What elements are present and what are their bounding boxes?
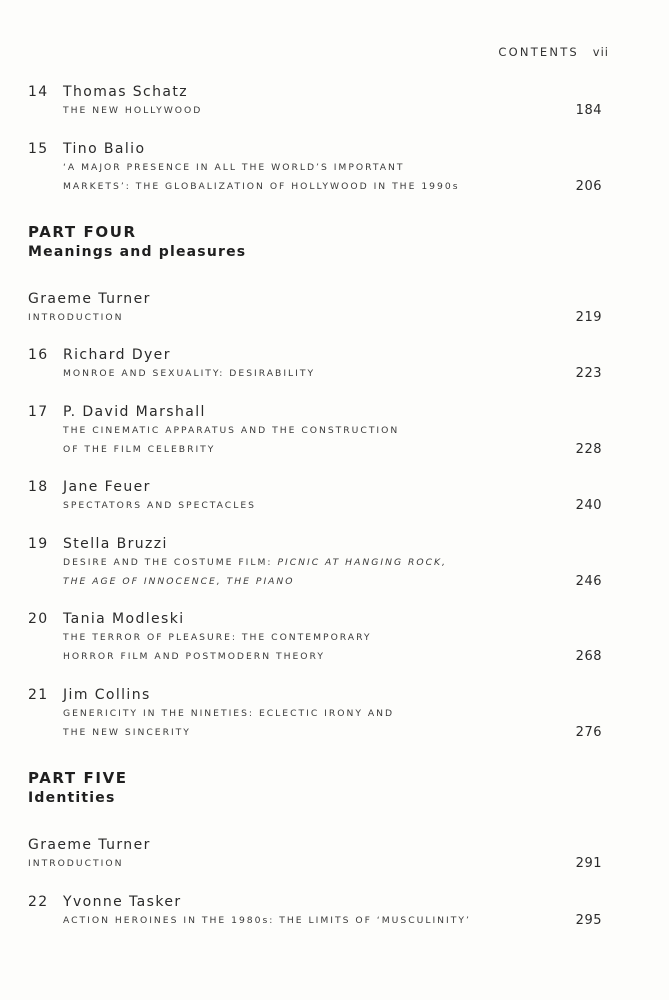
toc-entry[interactable]: [28, 346, 602, 383]
part-title: Meanings and pleasures: [28, 244, 247, 260]
chapter-title-line-2: HORROR FILM AND POSTMODERN THEORY: [63, 651, 325, 662]
chapter-page-number: 276: [575, 725, 602, 740]
chapter-title-line-2: [28, 572, 602, 591]
chapter-author: Richard Dyer: [63, 347, 171, 363]
chapter-page-number: 206: [575, 179, 602, 194]
running-head-page-number: vii: [592, 45, 609, 59]
chapter-author: P. David Marshall: [63, 404, 206, 420]
entry-head: [28, 290, 602, 308]
entry-head: [28, 403, 602, 421]
part-heading: [28, 222, 246, 262]
chapter-author: Graeme Turner: [28, 291, 151, 307]
chapter-title: MONROE AND SEXUALITY: DESIRABILITY: [63, 368, 316, 379]
chapter-author: Jim Collins: [63, 687, 151, 703]
chapter-author: Yvonne Tasker: [63, 894, 182, 910]
chapter-number: 14: [28, 84, 49, 100]
chapter-author: Jane Feuer: [63, 479, 151, 495]
chapter-number: 22: [28, 894, 49, 910]
chapter-title-line-1: ‘A MAJOR PRESENCE IN ALL THE WORLD’S IMPORTANT: [63, 162, 405, 173]
chapter-page-number: 295: [575, 913, 602, 928]
chapter-title-line-1: THE TERROR OF PLEASURE: THE CONTEMPORARY: [63, 632, 372, 643]
chapter-title-line-2: THE NEW SINCERITY: [63, 727, 191, 738]
chapter-page-number: 228: [575, 442, 602, 457]
title-plain-text: DESIRE AND THE COSTUME FILM:: [63, 557, 278, 568]
chapter-title-line-2: OF THE FILM CELEBRITY: [63, 444, 216, 455]
chapter-title-line-1: THE CINEMATIC APPARATUS AND THE CONSTRUCTION: [63, 425, 400, 436]
chapter-page-number: 240: [575, 498, 602, 513]
chapter-number: 19: [28, 536, 49, 552]
chapter-page-number: 291: [575, 856, 602, 871]
chapter-title: INTRODUCTION: [28, 312, 124, 323]
toc-entry[interactable]: [28, 140, 602, 196]
chapter-title-line-1: GENERICITY IN THE NINETIES: ECLECTIC IRONY AND: [63, 708, 395, 719]
chapter-page-number: 246: [575, 574, 602, 589]
entry-head: [28, 893, 602, 911]
chapter-title-line-2: MARKETS’: THE GLOBALIZATION OF HOLLYWOOD IN THE 1990s: [63, 181, 460, 192]
toc-entry[interactable]: [28, 403, 602, 459]
chapter-page-number: 184: [575, 103, 602, 118]
running-head-label: CONTENTS: [498, 45, 579, 59]
chapter-number: 18: [28, 479, 49, 495]
chapter-title: INTRODUCTION: [28, 858, 124, 869]
chapter-title-line-1: [28, 553, 602, 572]
toc-entry[interactable]: [28, 83, 602, 120]
part-heading: [28, 768, 128, 808]
toc-entry-introduction[interactable]: [28, 836, 602, 873]
part-label: PART FIVE: [28, 769, 128, 787]
part-title: Identities: [28, 790, 116, 806]
chapter-number: 15: [28, 141, 49, 157]
chapter-title: ACTION HEROINES IN THE 1980s: THE LIMITS OF ‘MUSCULINITY’: [63, 915, 471, 926]
toc-entry[interactable]: [28, 610, 602, 666]
entry-head: [28, 83, 602, 101]
toc-entry-introduction[interactable]: [28, 290, 602, 327]
chapter-number: 20: [28, 611, 49, 627]
title-italic-text: THE AGE OF INNOCENCE, THE PIANO: [63, 576, 295, 587]
entry-head: [28, 836, 602, 854]
chapter-number: 17: [28, 404, 49, 420]
chapter-author: Tania Modleski: [63, 611, 185, 627]
chapter-page-number: 219: [575, 310, 602, 325]
chapter-number: 16: [28, 347, 49, 363]
toc-entry[interactable]: [28, 686, 602, 742]
chapter-page-number: 268: [575, 649, 602, 664]
running-head: [498, 45, 609, 59]
chapter-author: Thomas Schatz: [63, 84, 189, 100]
chapter-author: Stella Bruzzi: [63, 536, 168, 552]
chapter-title: THE NEW HOLLYWOOD: [63, 105, 203, 116]
entry-head: [28, 346, 602, 364]
chapter-page-number: 223: [575, 366, 602, 381]
toc-entry[interactable]: [28, 535, 602, 591]
toc-entry[interactable]: [28, 478, 602, 515]
entry-head: [28, 610, 602, 628]
entry-head: [28, 140, 602, 158]
chapter-title: SPECTATORS AND SPECTACLES: [63, 500, 256, 511]
part-label: PART FOUR: [28, 223, 137, 241]
title-italic-text: PICNIC AT HANGING ROCK,: [277, 557, 447, 568]
entry-head: [28, 686, 602, 704]
entry-head: [28, 478, 602, 496]
chapter-number: 21: [28, 687, 49, 703]
chapter-author: Graeme Turner: [28, 837, 151, 853]
toc-entry[interactable]: [28, 893, 602, 930]
chapter-author: Tino Balio: [63, 141, 146, 157]
entry-head: [28, 535, 602, 553]
